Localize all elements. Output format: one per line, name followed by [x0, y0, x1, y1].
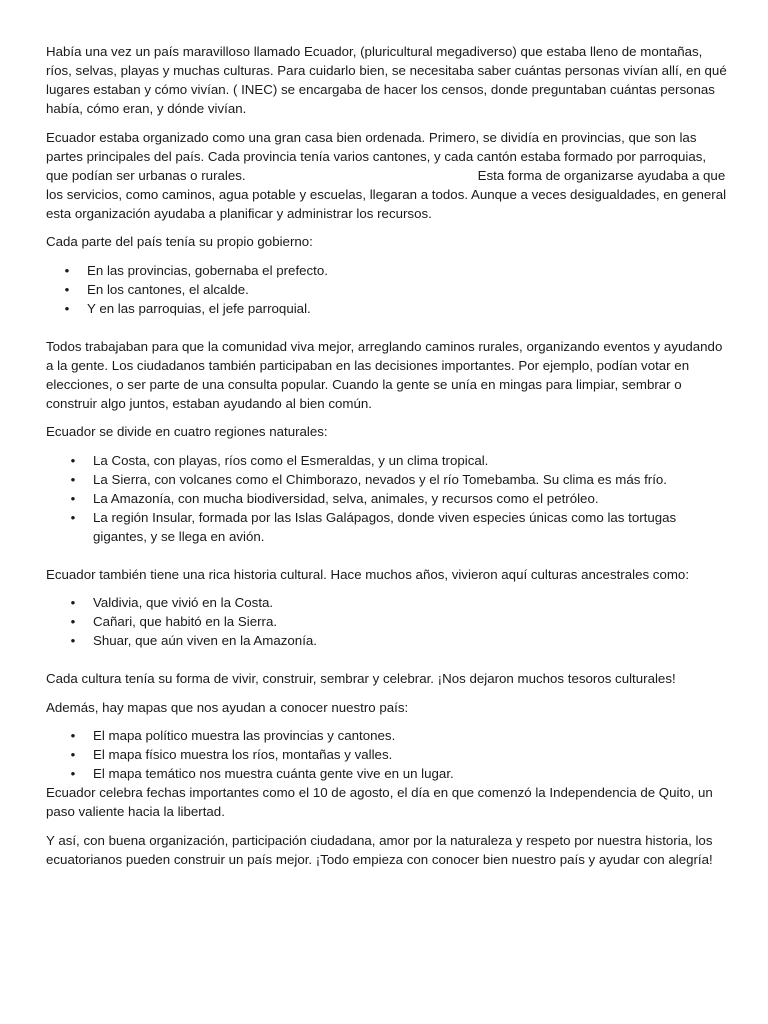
bullet-icon: • [70, 747, 76, 762]
bullet-icon: • [64, 262, 70, 278]
closing-paragraph: Y así, con buena organización, participación ciudadana, amor por la naturaleza y respeto por nuestra historia, los ecuatorianos pueden construir un país mejor. ¡Todo empieza con conocer bien nuestro país y ayudar con alegría! [46, 832, 713, 867]
list-item [46, 451, 728, 470]
list-item [46, 489, 728, 508]
list-item [46, 726, 728, 745]
list-item-text: El mapa físico muestra los ríos, montañas y valles. [93, 747, 393, 762]
bullet-icon: • [70, 509, 76, 525]
community-paragraph: Todos trabajaban para que la comunidad viva mejor, arreglando caminos rurales, organizando eventos y ayudando a la gente. Los ciudadanos también participaban en las decisiones importantes. Por ejemplo, podían votar en elecciones, o ser parte de una consulta popular. Cuando la gente se unía en mingas para limpiar, sembrar o construir algo juntos, estaban ayudando al bien común. [46, 338, 723, 411]
list-item [46, 261, 728, 280]
list-item-text: En las provincias, gobernaba el prefecto. [87, 262, 328, 278]
culture-paragraph: Cada cultura tenía su forma de vivir, construir, sembrar y celebrar. ¡Nos dejaron muchos tesoros culturales! [46, 671, 676, 686]
list-item-text: Valdivia, que vivió en la Costa. [93, 595, 274, 610]
list-item [46, 593, 728, 612]
list-item [46, 508, 728, 546]
intro-paragraph: Había una vez un país maravilloso llamado Ecuador, (pluricultural megadiverso) que estaba lleno de montañas, ríos, selvas, playas y muchas culturas. Para cuidarlo bien, se necesitaba saber cuántas personas vivían allí, en qué lugares estaban y cómo vivían. ( INEC) se encargaba de hacer los censos, donde preguntaban cuántas personas había, cómo eran, y dónde vivían. [46, 44, 727, 116]
bullet-icon: • [64, 300, 70, 316]
regions-intro: Ecuador se divide en cuatro regiones naturales: [46, 424, 328, 439]
list-item-text: El mapa temático nos muestra cuánta gente vive en un lugar. [93, 766, 454, 781]
bullet-icon: • [70, 633, 76, 648]
list-item [46, 612, 728, 631]
bullet-icon: • [64, 281, 70, 297]
organization-paragraph [46, 128, 728, 223]
list-item-text: La Amazonía, con mucha biodiversidad, selva, animales, y recursos como el petróleo. [93, 490, 599, 506]
list-item [46, 470, 728, 489]
regions-list [46, 451, 728, 546]
list-item [46, 631, 728, 650]
list-item [46, 280, 728, 299]
bullet-icon: • [70, 766, 76, 781]
dates-paragraph: Ecuador celebra fechas importantes como el 10 de agosto, el día en que comenzó la Independencia de Quito, un paso valiente hacia la libertad. [46, 785, 713, 819]
bullet-icon: • [70, 490, 76, 506]
bullet-icon: • [70, 728, 76, 743]
maps-list [46, 726, 728, 783]
list-item [46, 764, 728, 783]
list-item [46, 299, 728, 318]
organization-text-b: Esta forma de organizarse ayudaba a que los servicios, como caminos, agua potable y escuelas, llegaran a todos. Aunque a veces desigualdades, en general esta organización ayudaba a planificar y administrar los recursos. [46, 167, 727, 221]
list-item [46, 745, 728, 764]
government-intro: Cada parte del país tenía su propio gobierno: [46, 234, 313, 249]
history-intro: Ecuador también tiene una rica historia cultural. Hace muchos años, vivieron aquí culturas ancestrales como: [46, 566, 690, 582]
list-item-text: Cañari, que habitó en la Sierra. [93, 614, 278, 629]
bullet-icon: • [70, 471, 76, 487]
organization-text-a: Ecuador estaba organizado como una gran casa bien ordenada. Primero, se dividía en provincias, que son las partes principales del país. Cada provincia tenía varios cantones, y cada cantón estaba formado por parroquias, que podían ser urbanas o rurales. [46, 129, 707, 183]
list-item-text: Y en las parroquias, el jefe parroquial. [87, 300, 311, 316]
bullet-icon: • [70, 452, 76, 468]
government-list [46, 261, 728, 318]
list-item-text: Shuar, que aún viven en la Amazonía. [93, 633, 317, 648]
bullet-icon: • [70, 614, 76, 629]
list-item-text: El mapa político muestra las provincias y cantones. [93, 728, 396, 743]
list-item-text: La región Insular, formada por las Islas Galápagos, donde viven especies únicas como las tortugas gigantes, y se llega en avión. [93, 509, 677, 544]
list-item-text: La Sierra, con volcanes como el Chimborazo, nevados y el río Tomebamba. Su clima es más frío. [93, 471, 667, 487]
bullet-icon: • [70, 595, 76, 610]
list-item-text: La Costa, con playas, ríos como el Esmeraldas, y un clima tropical. [93, 452, 489, 468]
list-item-text: En los cantones, el alcalde. [87, 281, 249, 297]
maps-intro: Además, hay mapas que nos ayudan a conocer nuestro país: [46, 699, 409, 715]
cultures-list [46, 593, 728, 650]
